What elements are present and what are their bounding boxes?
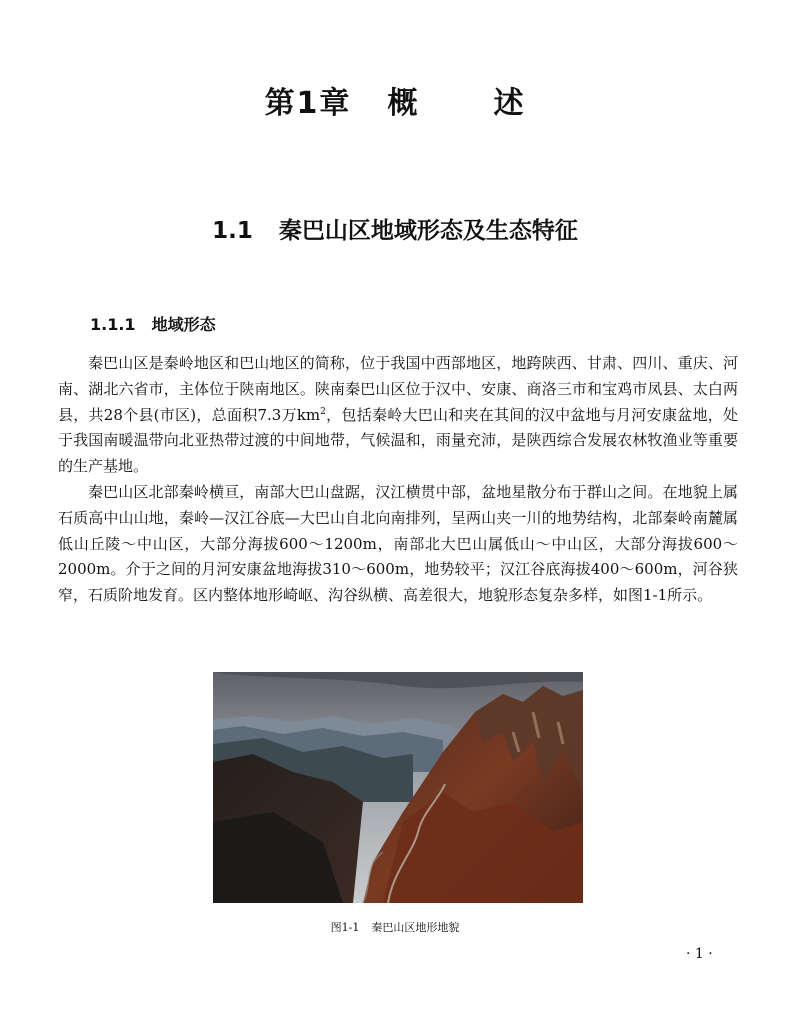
paragraph-1-text-cont: ，包括秦岭大巴山和夹在其间的汉中盆地与月河安康盆地，处于我国南暖温带向北亚热带过渡的中间地带，气候温和，雨量充沛，是陕西综合发展农林牧渔业等重要的生产基地。 — [58, 405, 738, 476]
figure-caption-text: 秦巴山区地形地貌 — [371, 921, 460, 934]
mountain-landscape-image — [213, 672, 583, 903]
area-unit-superscript: 2 — [320, 406, 326, 417]
section-title: 秦巴山区地域形态及生态特征 — [278, 218, 578, 244]
chapter-title-part1: 概 — [387, 86, 420, 121]
chapter-title-part2: 述 — [493, 86, 526, 121]
subsection-number: 1.1.1 — [90, 315, 136, 334]
section-heading — [0, 212, 790, 245]
figure-caption — [0, 919, 790, 935]
subsection-heading — [90, 312, 216, 335]
page-number: · 1 · — [686, 946, 713, 962]
chapter-number: 第1章 — [264, 86, 352, 121]
subsection-title: 地域形态 — [151, 315, 216, 334]
body-text — [58, 351, 738, 609]
section-number: 1.1 — [212, 218, 253, 244]
paragraph-1-text: 秦巴山区是秦岭地区和巴山地区的简称，位于我国中西部地区，地跨陕西、甘肃、四川、重庆、河南、湖北六省市，主体位于陕南地区。陕南秦巴山区位于汉中、安康、商洛三市和宝鸡市凤县、太白两县，共28个县(市区)，总面积7.3万km — [58, 354, 738, 424]
figure-landscape-photo — [213, 672, 583, 903]
chapter-heading — [0, 78, 790, 122]
paragraph-1 — [58, 351, 738, 480]
figure-label: 图1-1 — [330, 921, 360, 934]
paragraph-2: 秦巴山区北部秦岭横亘，南部大巴山盘踞，汉江横贯中部，盆地星散分布于群山之间。在地貌上属石质高中山山地，秦岭—汉江谷底—大巴山自北向南排列，呈两山夹一川的地势结构，北部秦岭南麓属低山丘陵～中山区，大部分海拔600～1200m，南部北大巴山属低山～中山区，大部分海拔600～2000m。介于之间的月河安康盆地海拔310～600m，地势较平；汉江谷底海拔400～600m，河谷狭窄，石质阶地发育。区内整体地形崎岖、沟谷纵横、高差很大，地貌形态复杂多样，如图1-1所示。 — [58, 482, 738, 605]
